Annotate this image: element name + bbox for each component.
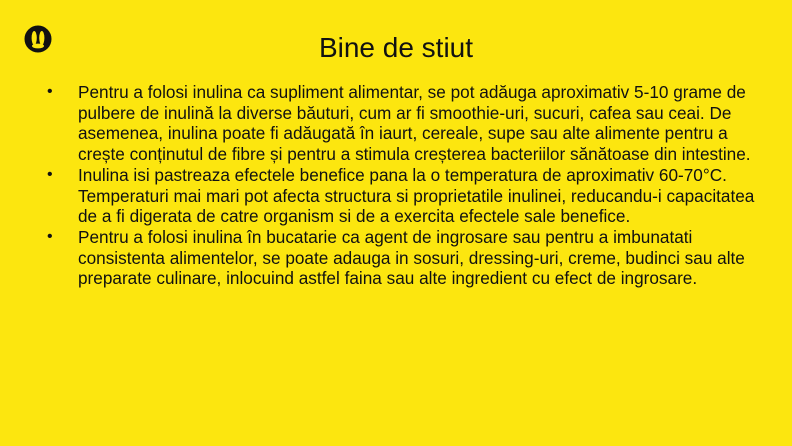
bullet-text: Pentru a folosi inulina ca supliment alimentar, se pot adăuga aproximativ 5-10 grame de pulbere de inulină la diverse băuturi, cum ar fi smoothie-uri, sucuri, cafea sau ceai. De asemenea, inulina poate fi adăugată în iaurt, cereale, supe sau alte alimente pentru a crește conținutul de fibre și pentru a stimula creșterea bacteriilor sănătoase din intestine.: [78, 82, 751, 165]
bullet-item: [44, 165, 764, 227]
bullet-item: [44, 227, 764, 289]
bullet-item: [44, 82, 764, 165]
bullet-text: Pentru a folosi inulina în bucatarie ca agent de ingrosare sau pentru a imbunatati consistenta alimentelor, se poate adauga in sosuri, dressing-uri, creme, budinci sau alte preparate culinare, inlocuind astfel faina sau alte ingredient cu efect de ingrosare.: [78, 226, 745, 289]
bullet-text: Inulina isi pastreaza efectele benefice pana la o temperatura de aproximativ 60-70°C. Temperaturi mai mari pot afecta structura si proprietatile inulinei, reducandu-i capacitatea de a fi digerata de catre organism si de a exercita efectele sale benefice.: [78, 164, 755, 227]
bullet-list: [44, 82, 764, 289]
slide-title: Bine de stiut: [318, 32, 474, 63]
bullet-dot: •: [47, 83, 53, 100]
bullet-dot: •: [47, 165, 53, 183]
bullet-dot: •: [47, 227, 53, 245]
